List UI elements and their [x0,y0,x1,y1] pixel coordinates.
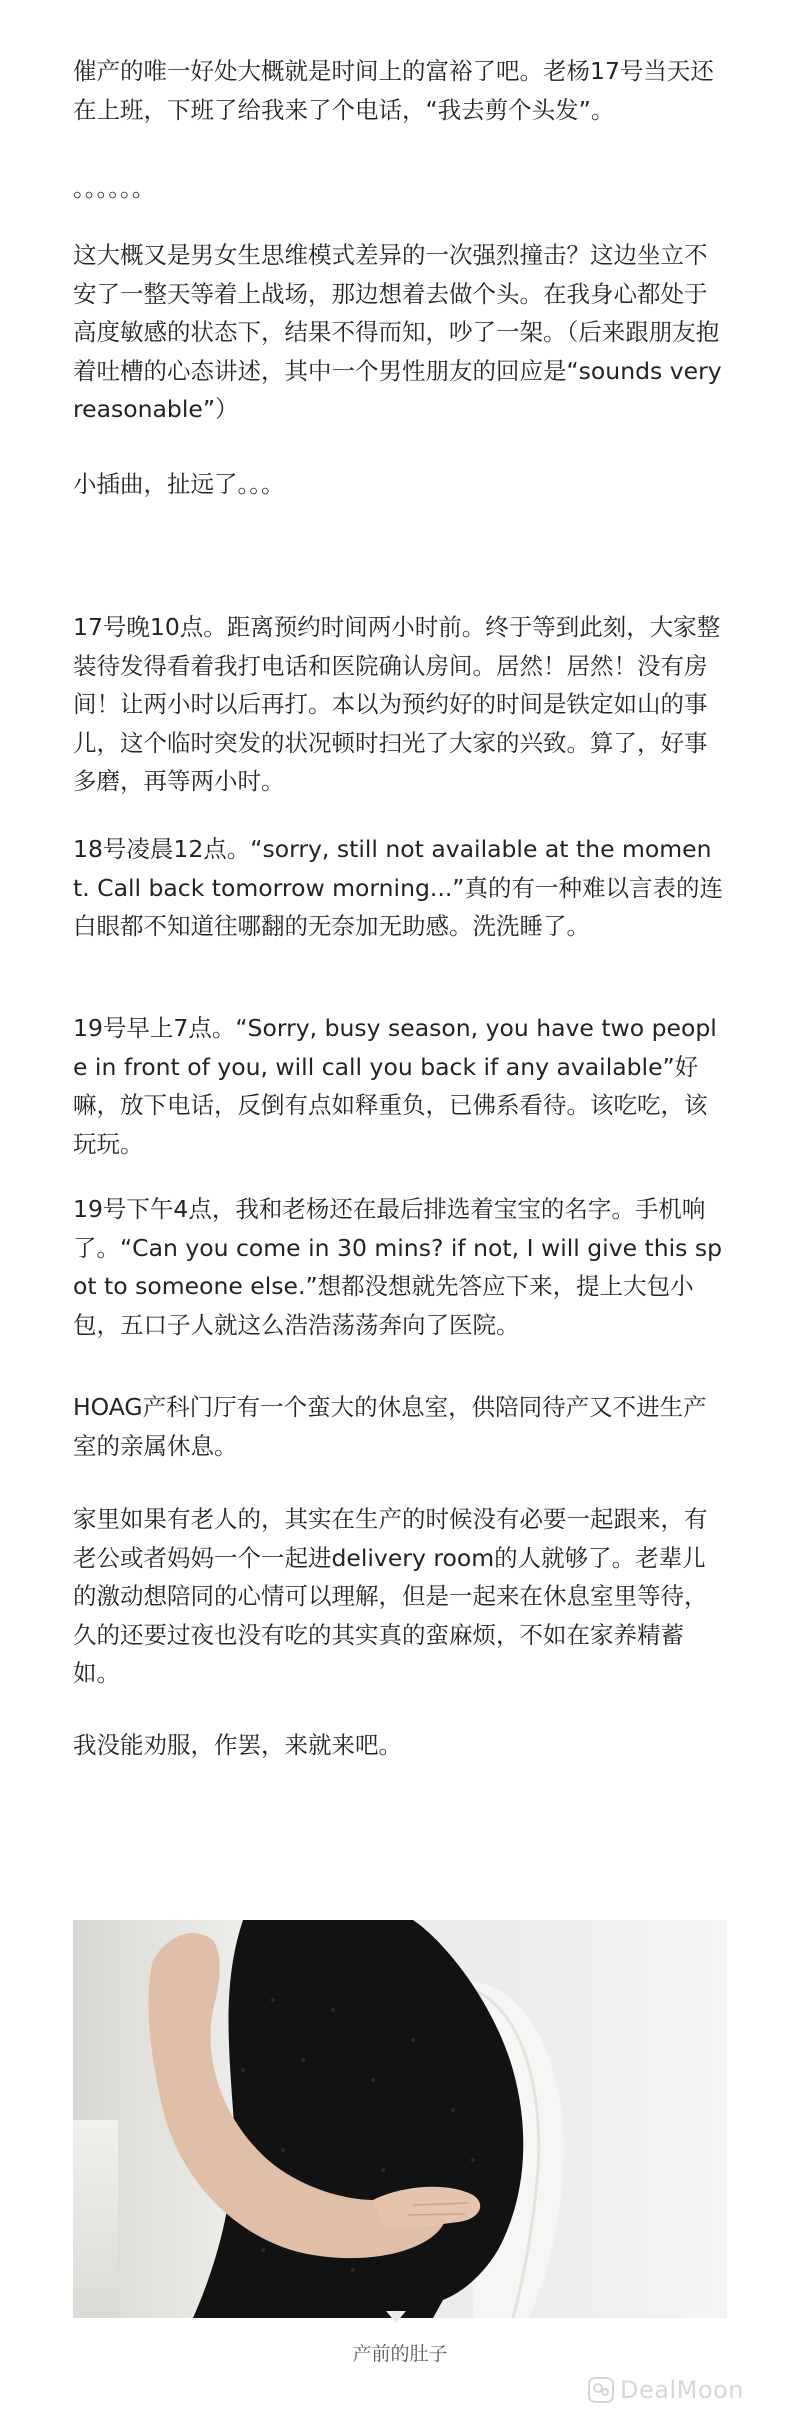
paragraph: 我没能劝服，作罢，来就来吧。 [73,1731,402,1759]
paragraph: 。。。。。。 [73,174,156,202]
paragraph: 家里如果有老人的，其实在生产的时候没有必要一起跟来，有老公或者妈妈一个一起进delivery room的人就够了。老辈儿的激动想陪同的心情可以理解，但是一起来在休息室里等待，久的还要过夜也没有吃的其实真的蛮麻烦，不如在家养精蓄如。 [73,1505,708,1687]
paragraph: 这大概又是男女生思维模式差异的一次强烈撞击？这边坐立不安了一整天等着上战场，那边想着去做个头。在我身心都处于高度敏感的状态下，结果不得而知，吵了一架。（后来跟朋友抱着吐槽的心态讲述，其中一个男性朋友的回应是“sounds very reasonable”） [73,241,730,423]
image-caption: 产前的肚子 [352,2343,448,2365]
dealmoon-watermark [588,2374,744,2406]
paragraph: 18号凌晨12点。“sorry, still not available at the moment. Call back tomorrow morning...”真的有一种难以言表的连白眼都不知道往哪翻的无奈加无助感。洗洗睡了。 [73,835,723,940]
paragraph: 19号下午4点，我和老杨还在最后排选着宝宝的名字。手机响了。“Can you come in 30 mins? if not, I will give this spot to someone else.”想都没想就先答应下来，提上大包小包，五口子人就这么浩浩荡荡奔向了医院。 [73,1195,723,1339]
paragraph: 小插曲，扯远了。。。 [73,470,285,498]
paragraph: 17号晚10点。距离预约时间两小时前。终于等到此刻，大家整装待发得看着我打电话和医院确认房间。居然！居然！没有房间！让两小时以后再打。本以为预约好的时间是铁定如山的事儿，这个临时突发的状况顿时扫光了大家的兴致。算了，好事多磨，再等两小时。 [73,613,721,795]
paragraph: HOAG产科门厅有一个蛮大的休息室，供陪同待产又不进生产室的亲属休息。 [73,1393,707,1460]
watermark-text: DealMoon [620,2376,744,2404]
dealmoon-logo-icon [588,2377,614,2403]
paragraph: 19号早上7点。“Sorry, busy season, you have two people in front of you, will call you back if any available”好嘛，放下电话，反倒有点如释重负，已佛系看待。该吃吃，该玩玩。 [73,1014,717,1158]
paragraph: 催产的唯一好处大概就是时间上的富裕了吧。老杨17号当天还在上班，下班了给我来了个电话，“我去剪个头发”。 [73,57,714,124]
pregnant-woman-silhouette [73,1920,727,2318]
caption-pointer [386,2311,406,2323]
pregnancy-belly-photo [73,1920,727,2318]
